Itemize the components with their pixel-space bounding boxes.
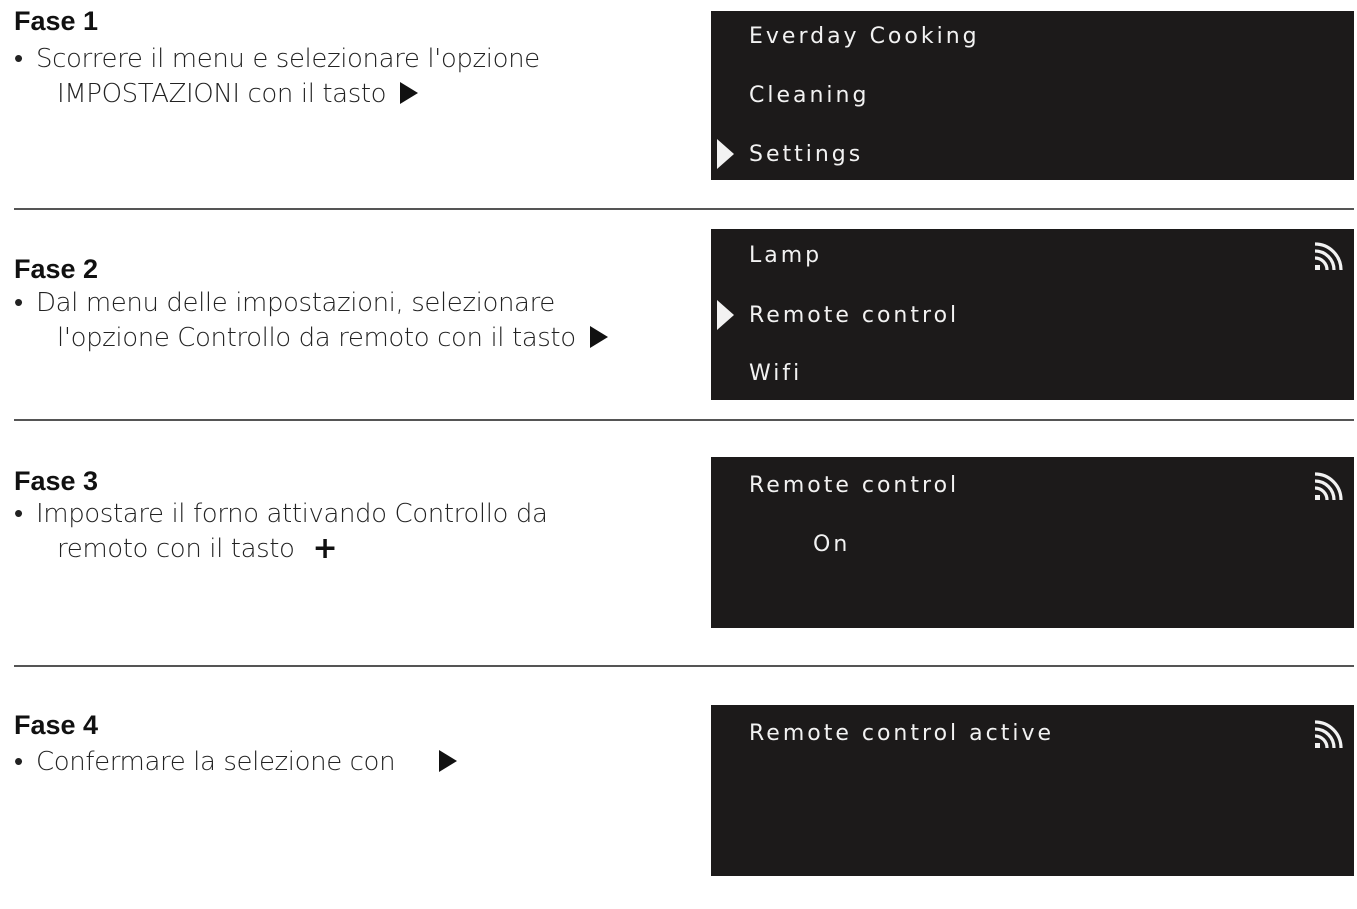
- instruction-line: Scorrere il menu e selezionare l'opzione: [36, 44, 540, 74]
- play-icon: [439, 750, 457, 772]
- oven-display: [711, 229, 1354, 400]
- selection-cursor-icon: [717, 139, 734, 169]
- divider: [14, 208, 1354, 210]
- instruction-line: remoto con il tasto: [57, 534, 295, 564]
- option-value: On: [813, 532, 851, 557]
- menu-item: Lamp: [749, 243, 823, 268]
- menu-item-selected: Settings: [749, 142, 864, 167]
- play-icon: [590, 326, 608, 348]
- step-title: Fase 1: [14, 6, 99, 36]
- wifi-signal-icon: [1312, 471, 1344, 503]
- instruction-line: Impostare il forno attivando Controllo da: [36, 499, 548, 529]
- play-icon: [400, 82, 418, 104]
- instruction-line: Confermare la selezione con: [36, 747, 396, 777]
- step-title: Fase 2: [14, 254, 99, 284]
- instruction-line: IMPOSTAZIONI con il tasto: [57, 79, 387, 109]
- step-instruction: • Dal menu delle impostazioni, selezionare l'opzione Controllo da remoto con il tasto: [14, 286, 608, 356]
- selection-cursor-icon: [717, 300, 734, 330]
- divider: [14, 419, 1354, 421]
- step-title: Fase 3: [14, 466, 99, 496]
- plus-icon: +: [312, 531, 338, 566]
- step-instruction: • Confermare la selezione con: [14, 745, 457, 780]
- step-instruction: • Scorrere il menu e selezionare l'opzione IMPOSTAZIONI con il tasto: [14, 44, 540, 109]
- menu-item: Everday Cooking: [749, 24, 980, 49]
- divider: [14, 665, 1354, 667]
- screen-heading: Remote control: [749, 473, 960, 498]
- oven-display: [711, 705, 1354, 876]
- wifi-signal-icon: [1312, 719, 1344, 751]
- instruction-line: Dal menu delle impostazioni, selezionare: [36, 288, 555, 318]
- oven-display: [711, 457, 1354, 628]
- menu-item: Cleaning: [749, 83, 870, 108]
- wifi-signal-icon: [1312, 241, 1344, 273]
- oven-display: [711, 11, 1354, 180]
- instruction-line: l'opzione Controllo da remoto con il tasto: [57, 323, 576, 353]
- step-title: Fase 4: [14, 710, 99, 740]
- screen-message: Remote control active: [749, 721, 1054, 746]
- menu-item: Wifi: [749, 361, 803, 386]
- step-instruction: • Impostare il forno attivando Controllo da remoto con il tasto +: [14, 499, 548, 566]
- menu-item-selected: Remote control: [749, 303, 960, 328]
